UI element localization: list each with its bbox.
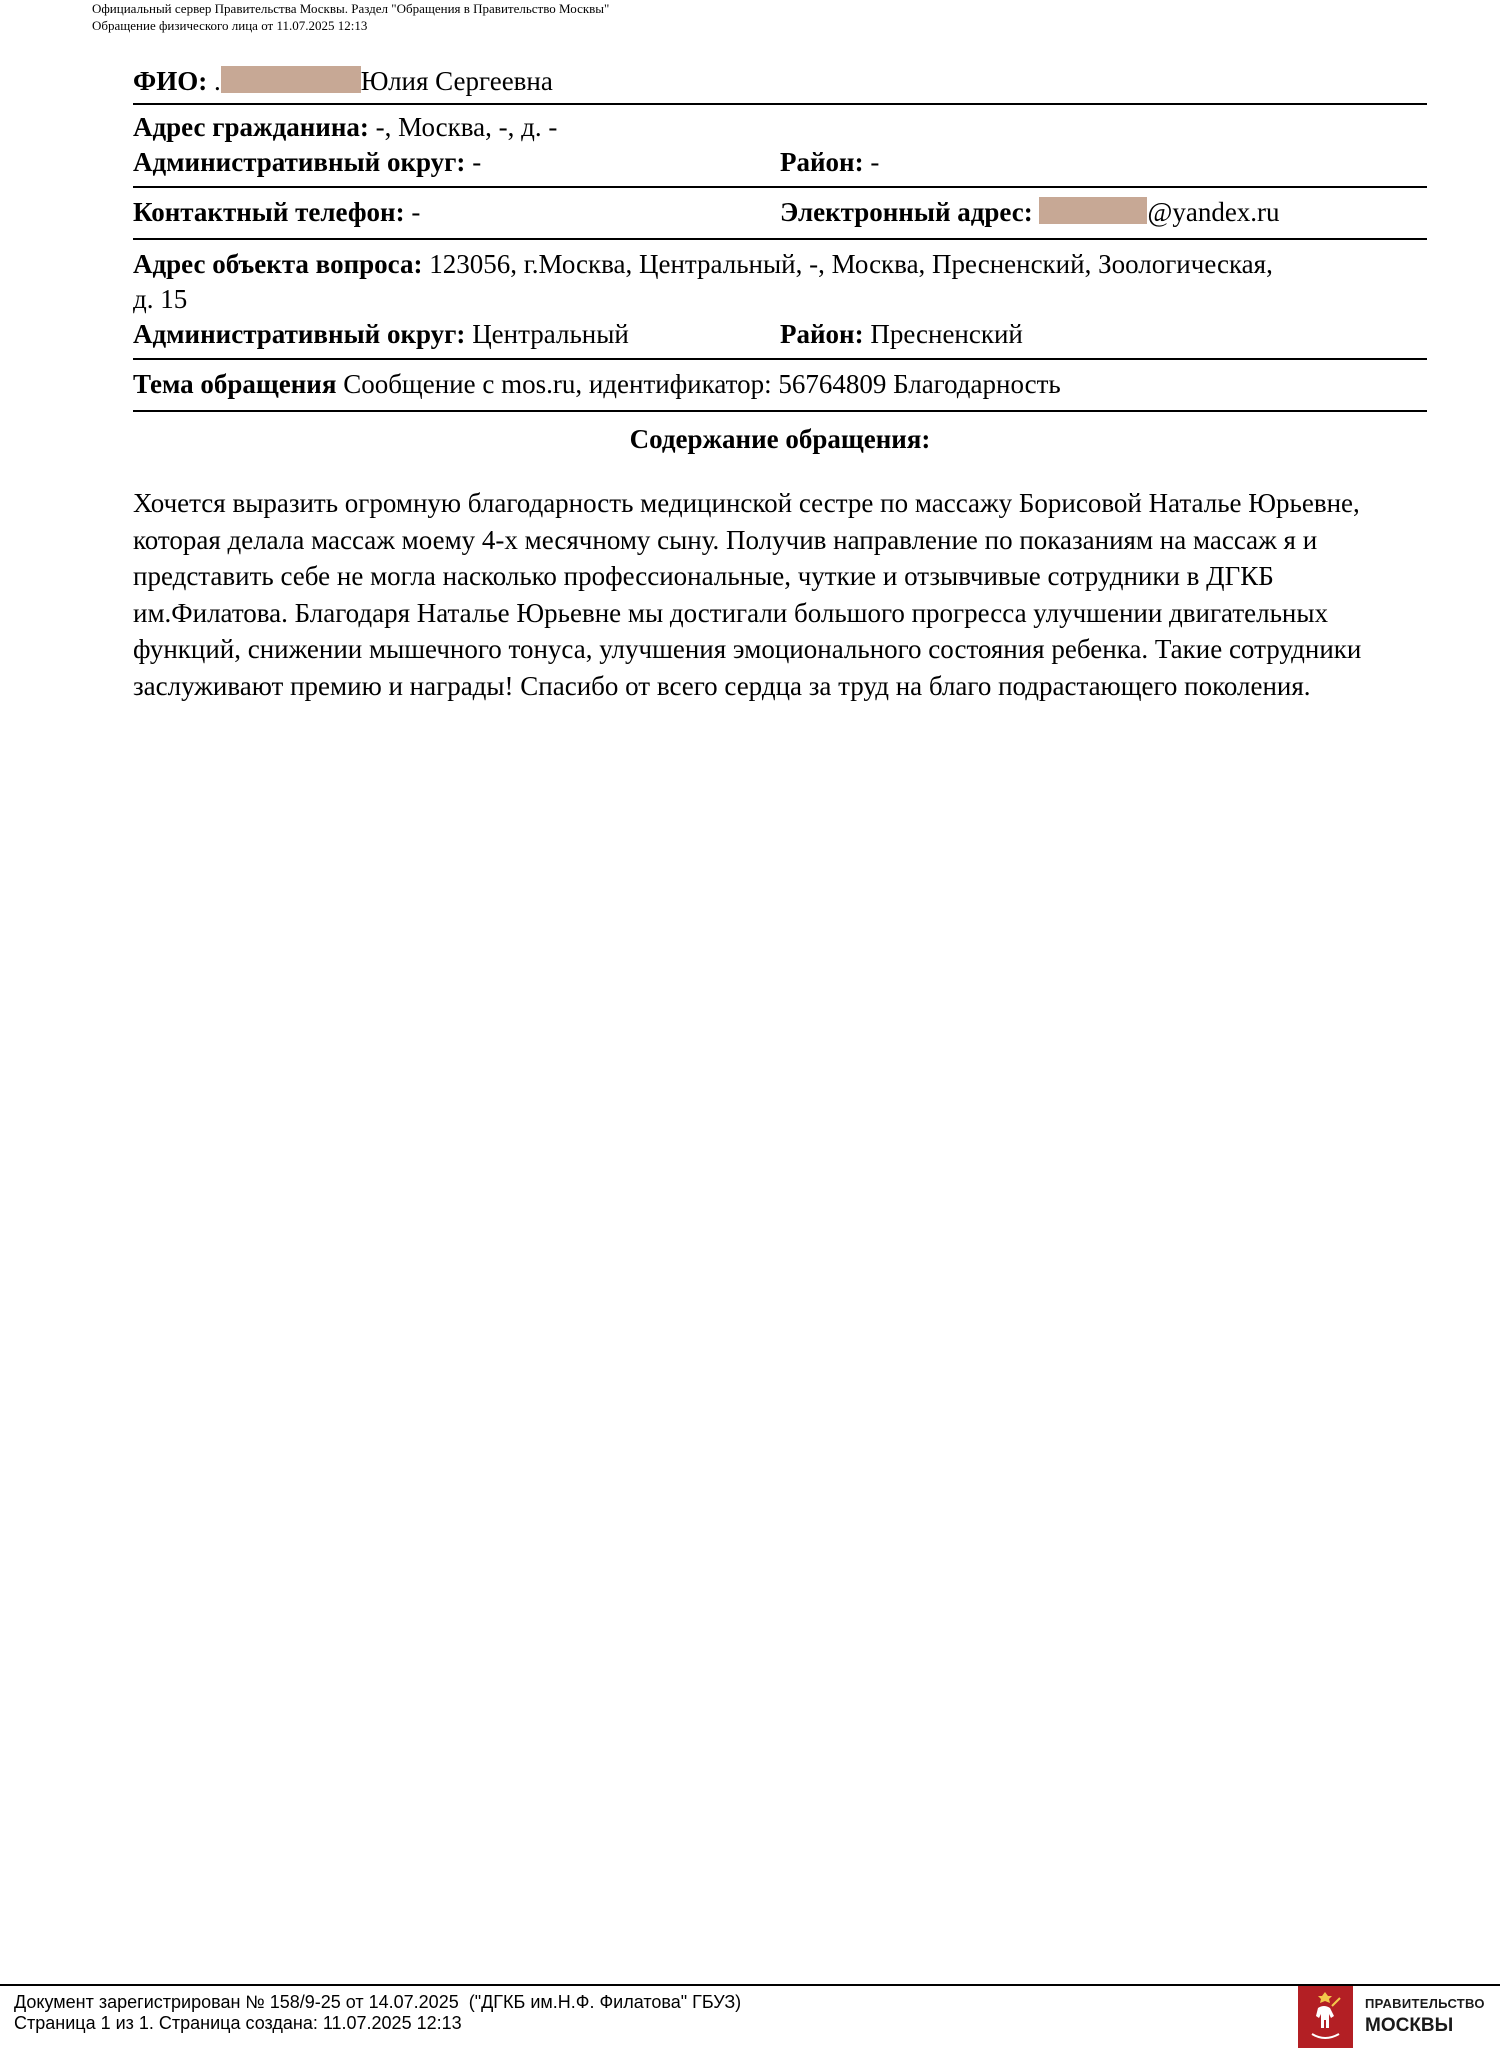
footer-divider bbox=[0, 1984, 1500, 1986]
server-header-line1: Официальный сервер Правительства Москвы. Раздел "Обращения в Правительство Москвы" bbox=[92, 1, 610, 16]
topic-value: Сообщение с mos.ru, идентификатор: 56764809 Благодарность bbox=[336, 369, 1061, 399]
topic-label: Тема обращения bbox=[133, 369, 337, 399]
phone-label: Контактный телефон: bbox=[133, 197, 405, 227]
citizen-block bbox=[133, 105, 1427, 186]
object-block bbox=[133, 240, 1427, 358]
object-admin-district-label: Административный округ: bbox=[133, 319, 466, 349]
server-header-line2: Обращение физического лица от 11.07.2025 12:13 bbox=[92, 18, 368, 33]
object-address-row bbox=[133, 247, 1427, 282]
citizen-address-label: Адрес гражданина: bbox=[133, 112, 369, 142]
citizen-address-value: -, Москва, -, д. - bbox=[368, 112, 558, 142]
moscow-coat-of-arms-icon bbox=[1298, 1986, 1353, 2048]
logo-line1: ПРАВИТЕЛЬСТВО bbox=[1365, 1996, 1485, 2011]
server-header bbox=[92, 0, 609, 34]
object-districts-row bbox=[133, 317, 1427, 352]
email-value: @yandex.ru bbox=[1147, 197, 1280, 227]
citizen-district-value: - bbox=[863, 147, 880, 177]
footer-page-info: Страница 1 из 1. Страница создана: 11.07.2025 12:13 bbox=[14, 2013, 462, 2033]
citizen-districts-row bbox=[133, 145, 1427, 180]
moscow-government-logo bbox=[1298, 1986, 1485, 2048]
contacts-row bbox=[133, 188, 1427, 238]
content-title: Содержание обращения: bbox=[629, 424, 931, 454]
footer bbox=[14, 1992, 741, 2034]
object-district-value: Пресненский bbox=[863, 319, 1023, 349]
content-text: Хочется выразить огромную благодарность медицинской сестре по массажу Борисовой Наталье Юрьевне, которая делала массаж моему 4-х месячному сыну. Получив направление по показаниям на массаж я и представить себе не могла насколько профессиональные, чуткие и отзывчивые сотрудники в ДГКБ им.Филатова. Благодаря Наталье Юрьевне мы достигали большого прогресса улучшении двигательных функций, снижении мышечного тонуса, улучшения эмоционального состояния ребенка. Такие сотрудники заслуживают премию и награды! Спасибо от всего сердца за труд на благо подрастающего поколения. bbox=[133, 488, 1362, 701]
object-address-label: Адрес объекта вопроса: bbox=[133, 249, 423, 279]
appeal-document bbox=[133, 62, 1427, 704]
fio-label: ФИО: bbox=[133, 66, 208, 96]
object-address-value: 123056, г.Москва, Центральный, -, Москва, Пресненский, Зоологическая, bbox=[422, 249, 1273, 279]
citizen-address-row bbox=[133, 110, 1427, 145]
phone-value: - bbox=[404, 197, 421, 227]
topic-row bbox=[133, 360, 1427, 410]
citizen-admin-district-value: - bbox=[465, 147, 482, 177]
fio-prefix: . bbox=[207, 66, 221, 96]
object-admin-district-value: Центральный bbox=[465, 319, 629, 349]
email-label: Электронный адрес: bbox=[780, 197, 1033, 227]
fio-redaction bbox=[221, 66, 361, 93]
citizen-admin-district-label: Административный округ: bbox=[133, 147, 466, 177]
citizen-district-label: Район: bbox=[780, 147, 864, 177]
object-district-label: Район: bbox=[780, 319, 864, 349]
logo-text bbox=[1365, 1995, 1485, 2039]
divider bbox=[133, 410, 1427, 412]
object-address-value-2: д. 15 bbox=[133, 284, 188, 314]
fio-row bbox=[133, 62, 1427, 103]
object-address-row-2 bbox=[133, 282, 1427, 317]
logo-line2: МОСКВЫ bbox=[1365, 2015, 1454, 2036]
footer-registration: Документ зарегистрирован № 158/9-25 от 14.07.2025 ("ДГКБ им.Н.Ф. Филатова" ГБУЗ) bbox=[14, 1992, 742, 2012]
email-redaction bbox=[1039, 197, 1147, 224]
fio-value: Юлия Сергеевна bbox=[360, 66, 553, 96]
